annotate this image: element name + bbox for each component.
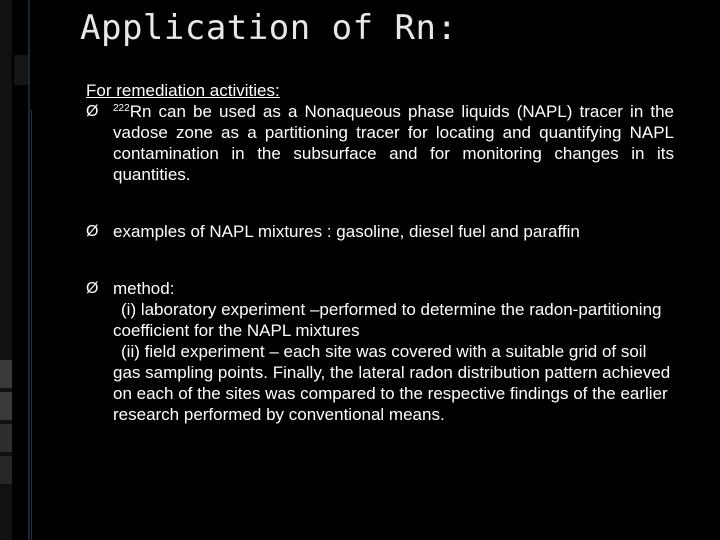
rail-block xyxy=(0,392,12,420)
method-item-text: (i) laboratory experiment –performed to determine the radon-partitioning coefficient for the NAPL mixtures xyxy=(113,300,662,340)
slide-title: Application of Rn: xyxy=(80,8,458,48)
arrow-bullet-icon: Ø xyxy=(86,103,99,120)
isotope-superscript: 222 xyxy=(113,103,130,114)
bullet-item xyxy=(86,101,674,185)
bullet-text: examples of NAPL mixtures : gasoline, diesel fuel and paraffin xyxy=(113,222,580,241)
bullet-text: Rn can be used as a Nonaqueous phase liquids (NAPL) tracer in the vadose zone as a partitioning tracer for locating and quantifying NAPL contamination in the subsurface and for monitoring changes in its quantities. xyxy=(113,102,674,184)
rail-block xyxy=(0,424,12,452)
bullet-text: method: xyxy=(113,279,175,298)
method-item xyxy=(86,299,674,341)
bullet-item xyxy=(86,278,674,299)
decorative-line xyxy=(31,110,32,540)
rail-block xyxy=(0,360,12,388)
decorative-square xyxy=(14,55,28,85)
method-item xyxy=(86,341,674,425)
method-item-text: (ii) field experiment – each site was covered with a suitable grid of soil gas sampling points. Finally, the lateral radon distribution pattern achieved on each of the sites was compared to the respective findings of the earlier research performed by conventional means. xyxy=(113,342,671,424)
arrow-bullet-icon: Ø xyxy=(86,280,99,297)
rail-block xyxy=(0,456,12,484)
arrow-bullet-icon: Ø xyxy=(86,223,99,240)
bullet-item xyxy=(86,221,674,242)
slide-body xyxy=(86,80,674,425)
section-heading: For remediation activities: xyxy=(86,81,280,100)
decorative-line xyxy=(28,0,30,540)
